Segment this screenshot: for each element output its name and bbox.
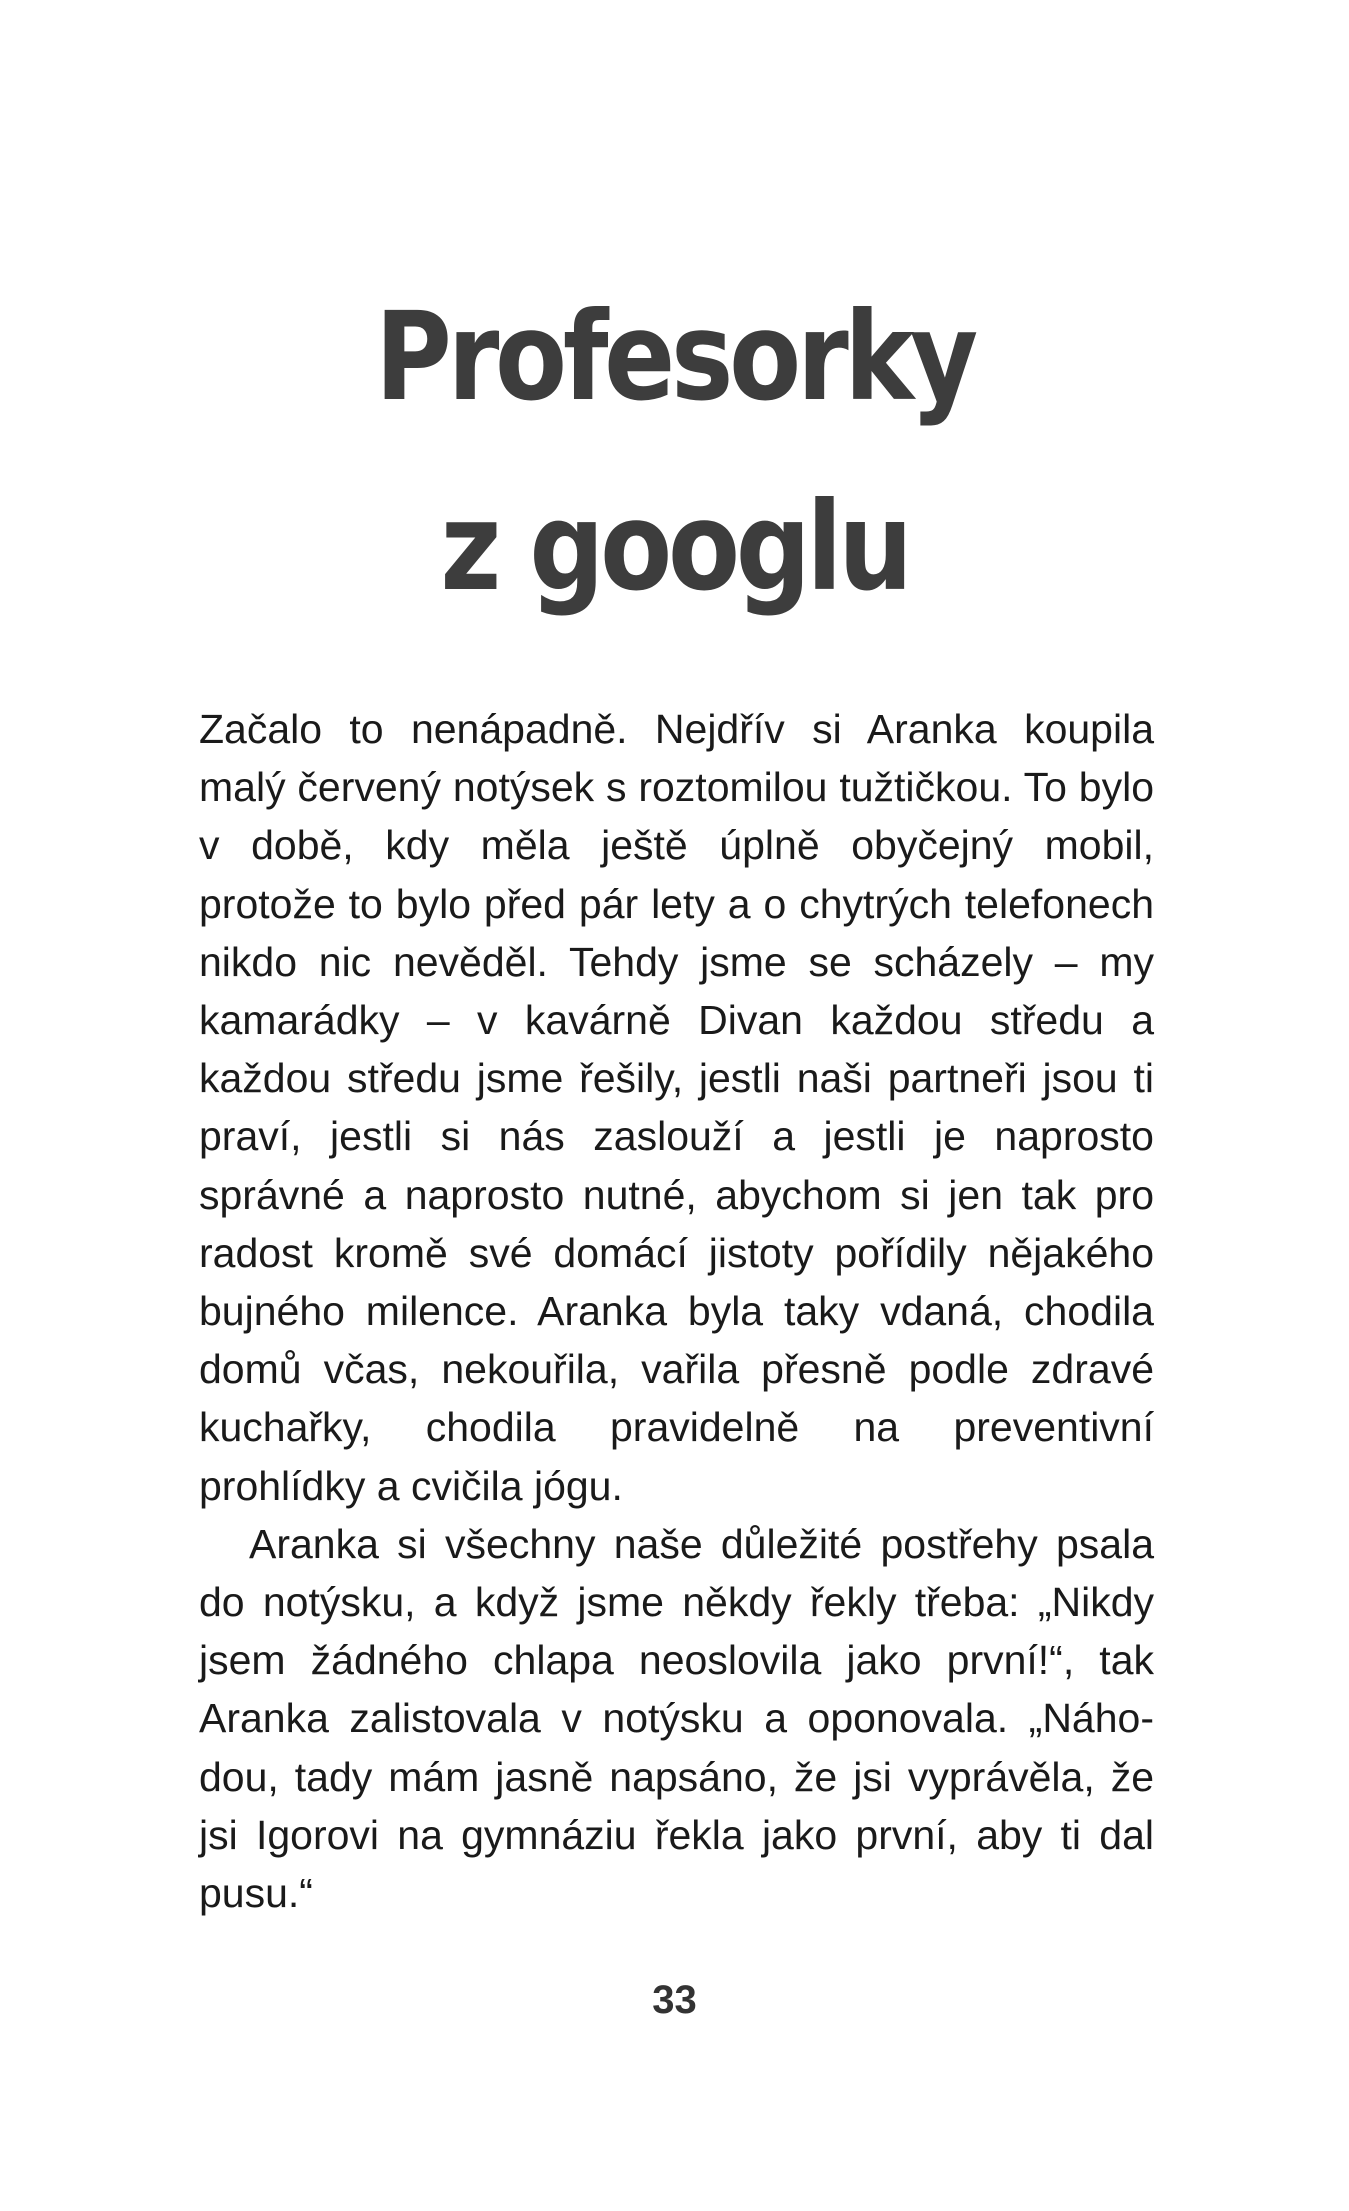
- chapter-title: [94, 262, 1254, 642]
- chapter-title-line-1: Profesorky: [375, 286, 974, 428]
- chapter-body: [199, 700, 1154, 1922]
- paragraph-1: Začalo to nenápadně. Nejdřív si Aranka koupila malý červený notýsek s roztomilou tužtičkou. To bylo v době, kdy měla ještě úplně obyčejný mobil, protože to bylo před pár lety a o chytrých telefonech nikdo nic nevěděl. Tehdy jsme se scházely – my kamarádky – v kavárně Divan každou středu a každou středu jsme řešily, jestli naši partneři jsou ti praví, jestli si nás zaslouží a jestli je naprosto správné a naprosto nutné, abychom si jen tak pro radost kromě své domácí jistoty pořídily nějakého bujného milence. Aranka byla taky vdaná, chodila domů včas, nekouřila, vařila přesně podle zdravé kuchařky, chodila pravidelně na preventivní prohlídky a cvičila jógu.: [199, 706, 1154, 1509]
- paragraph-2: Aranka si všechny naše důležité postřehy psala do notýsku, a když jsme někdy řekly třeba: „Nikdy jsem žádného chlapa neoslovila jako první!“, tak Aranka zalistovala v notýsku a oponovala. „Náhodou, tady mám jasně napsáno, že jsi vyprávěla, že jsi Igorovi na gymnáziu řekla jako první, aby ti dal pusu.“: [199, 1520, 1154, 1917]
- page-number: 33: [652, 1978, 697, 2022]
- chapter-title-line-2: z googlu: [440, 476, 909, 618]
